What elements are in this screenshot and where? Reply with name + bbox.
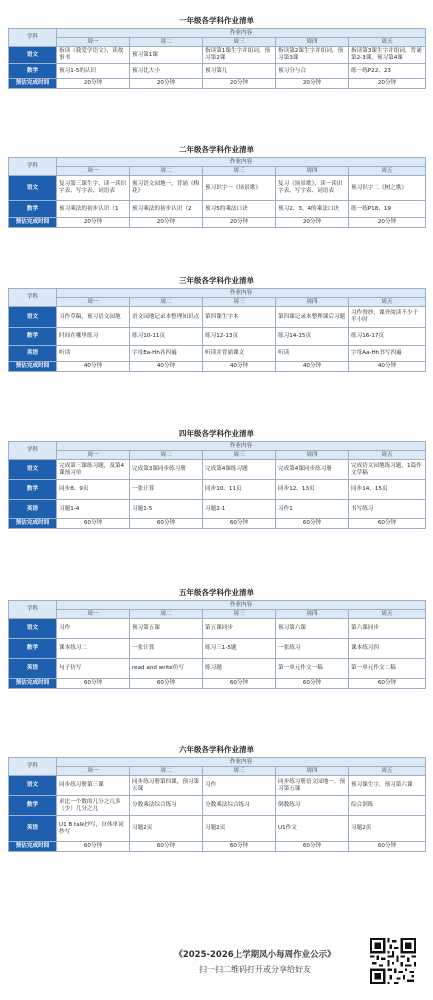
subject-cell: 数学 bbox=[9, 639, 57, 659]
day-header: 周一 bbox=[57, 451, 130, 460]
assignment-cell: 分数乘法综合练习 bbox=[130, 796, 203, 816]
day-header: 周一 bbox=[57, 610, 130, 619]
assignment-cell: 预习比大小 bbox=[130, 64, 203, 79]
assignment-cell: 练一练P22、23 bbox=[349, 64, 426, 79]
time-cell: 60分钟 bbox=[276, 519, 349, 529]
time-cell: 20分钟 bbox=[203, 218, 276, 228]
time-cell: 60分钟 bbox=[276, 679, 349, 689]
day-header-row bbox=[9, 767, 426, 776]
sheet-title: 二年级各学科作业清单 bbox=[179, 145, 254, 154]
subject-header: 学科 bbox=[9, 29, 57, 47]
subject-header: 学科 bbox=[9, 289, 57, 307]
time-cell: 20分钟 bbox=[203, 79, 276, 89]
assignment-cell: 第五课同步 bbox=[203, 619, 276, 639]
assignment-cell: 预习2、3、4的乘法口诀 bbox=[276, 201, 349, 218]
homework-table bbox=[8, 288, 426, 372]
table-row bbox=[9, 796, 426, 816]
subject-cell: 数学 bbox=[9, 480, 57, 500]
footer-subtitle: 扫一扫二维码打开或分享给好友 bbox=[199, 965, 311, 974]
assignment-cell: 预习课生字，预习第六课 bbox=[349, 776, 426, 796]
assignment-cell: U1作文 bbox=[276, 816, 349, 842]
time-label-cell: 预估完成时间 bbox=[9, 519, 57, 529]
assignment-cell: 习题1-5 bbox=[130, 500, 203, 519]
assignment-cell: 预习第1课 bbox=[130, 47, 203, 64]
day-header-row bbox=[9, 167, 426, 176]
assignment-cell: 预习语文园地一，背诵《梅花》 bbox=[130, 176, 203, 201]
time-cell: 60分钟 bbox=[203, 519, 276, 529]
day-header: 周四 bbox=[276, 38, 349, 47]
qr-code-icon[interactable] bbox=[370, 938, 416, 984]
homework-table bbox=[8, 28, 426, 89]
header-row bbox=[9, 442, 426, 451]
time-cell: 20分钟 bbox=[57, 79, 130, 89]
header-row bbox=[9, 29, 426, 38]
assignment-cell: 句子仿写 bbox=[57, 659, 130, 679]
assignment-cell: 综合训练 bbox=[349, 796, 426, 816]
assignment-cell: 习题2页 bbox=[130, 816, 203, 842]
assignment-cell: 指读第3课生字并组词，背诵第2-3课，预习第4课 bbox=[349, 47, 426, 64]
header-row bbox=[9, 158, 426, 167]
subject-cell: 数学 bbox=[9, 796, 57, 816]
time-cell: 20分钟 bbox=[349, 218, 426, 228]
assignment-cell: 同步8、9页 bbox=[57, 480, 130, 500]
time-cell: 60分钟 bbox=[57, 519, 130, 529]
day-header: 周二 bbox=[130, 298, 203, 307]
day-header: 周三 bbox=[203, 767, 276, 776]
day-header: 周二 bbox=[130, 38, 203, 47]
table-row bbox=[9, 776, 426, 796]
subject-cell: 数学 bbox=[9, 64, 57, 79]
table-row bbox=[9, 480, 426, 500]
day-header: 周四 bbox=[276, 610, 349, 619]
time-cell: 40分钟 bbox=[57, 362, 130, 372]
time-cell: 60分钟 bbox=[130, 842, 203, 852]
assignment-cell: 指读第2课生字并组词，预习第3课 bbox=[276, 47, 349, 64]
day-header: 周五 bbox=[349, 451, 426, 460]
time-cell: 60分钟 bbox=[130, 679, 203, 689]
assignment-cell: 分数乘法综合练习 bbox=[203, 796, 276, 816]
time-cell: 60分钟 bbox=[349, 842, 426, 852]
assignment-cell: 预习第几 bbox=[203, 64, 276, 79]
day-header: 周三 bbox=[203, 451, 276, 460]
time-cell: 60分钟 bbox=[130, 519, 203, 529]
assignment-cell: 书写练习 bbox=[349, 500, 426, 519]
assignment-cell: 课本练习二 bbox=[57, 639, 130, 659]
time-cell: 60分钟 bbox=[203, 679, 276, 689]
assignment-cell: 一张计算 bbox=[130, 480, 203, 500]
homework-table bbox=[8, 441, 426, 529]
day-header-row bbox=[9, 451, 426, 460]
subject-header: 学科 bbox=[9, 442, 57, 460]
homework-table bbox=[8, 157, 426, 228]
assignment-cell: 同步14、15页 bbox=[349, 480, 426, 500]
assignment-cell: 练一练P18、19 bbox=[349, 201, 426, 218]
sheet-title: 四年级各学科作业清单 bbox=[179, 429, 254, 438]
time-row bbox=[9, 362, 426, 372]
assignment-cell: 同步10、11页 bbox=[203, 480, 276, 500]
assignment-cell: 完成第4课练习题 bbox=[203, 460, 276, 480]
time-cell: 60分钟 bbox=[349, 519, 426, 529]
assignment-cell: 听读 bbox=[276, 346, 349, 362]
table-row bbox=[9, 460, 426, 480]
header-row bbox=[9, 758, 426, 767]
header-row bbox=[9, 289, 426, 298]
day-header-row bbox=[9, 298, 426, 307]
subject-cell: 语文 bbox=[9, 47, 57, 64]
time-label-cell: 预估完成时间 bbox=[9, 679, 57, 689]
time-cell: 20分钟 bbox=[130, 79, 203, 89]
time-row bbox=[9, 218, 426, 228]
day-header: 周四 bbox=[276, 167, 349, 176]
day-header: 周一 bbox=[57, 167, 130, 176]
time-cell: 20分钟 bbox=[276, 79, 349, 89]
assignment-cell: 一张计算 bbox=[130, 639, 203, 659]
assignment-cell: 习作 bbox=[203, 776, 276, 796]
assignment-cell: 同步练习册第四课，预习第五课 bbox=[130, 776, 203, 796]
assignment-cell: 练习10-11页 bbox=[130, 328, 203, 346]
assignment-cell: 第一单元作文一稿 bbox=[276, 659, 349, 679]
assignment-cell: 预习乘法的初步认识（1 bbox=[57, 201, 130, 218]
assignment-cell: 习作草稿，预习语文园地 bbox=[57, 307, 130, 328]
subject-cell: 语文 bbox=[9, 307, 57, 328]
assignment-cell: 倒数练习 bbox=[276, 796, 349, 816]
assignment-cell: 同步12、13页 bbox=[276, 480, 349, 500]
assignment-cell: 完成语文园地练习题，1篇作文草稿 bbox=[349, 460, 426, 480]
assignment-cell: 习作1 bbox=[276, 500, 349, 519]
subject-cell: 英语 bbox=[9, 346, 57, 362]
day-header: 周三 bbox=[203, 298, 276, 307]
assignment-cell: 习题2页 bbox=[203, 816, 276, 842]
table-row bbox=[9, 500, 426, 519]
day-header: 周二 bbox=[130, 451, 203, 460]
time-row bbox=[9, 842, 426, 852]
homework-table bbox=[8, 600, 426, 689]
subject-cell: 英语 bbox=[9, 500, 57, 519]
subject-cell: 语文 bbox=[9, 776, 57, 796]
day-header: 周二 bbox=[130, 610, 203, 619]
subject-cell: 数学 bbox=[9, 328, 57, 346]
content-header: 作业内容 bbox=[57, 601, 426, 610]
day-header: 周一 bbox=[57, 38, 130, 47]
content-header: 作业内容 bbox=[57, 758, 426, 767]
assignment-cell: 时间在哪里练习 bbox=[57, 328, 130, 346]
day-header: 周二 bbox=[130, 167, 203, 176]
header-row bbox=[9, 601, 426, 610]
day-header: 周三 bbox=[203, 610, 276, 619]
assignment-cell: 第一单元作文二稿 bbox=[349, 659, 426, 679]
time-row bbox=[9, 679, 426, 689]
time-label-cell: 预估完成时间 bbox=[9, 79, 57, 89]
assignment-cell: 预习分与合 bbox=[276, 64, 349, 79]
subject-cell: 语文 bbox=[9, 176, 57, 201]
table-row bbox=[9, 47, 426, 64]
time-label-cell: 预估完成时间 bbox=[9, 362, 57, 372]
assignment-cell: 指读《我爱学语文》，读故事书 bbox=[57, 47, 130, 64]
assignment-cell: 指读第1课生字并组词，预习第2课 bbox=[203, 47, 276, 64]
assignment-cell: 字母Aa-Hh书写四遍 bbox=[349, 346, 426, 362]
day-header: 周五 bbox=[349, 298, 426, 307]
assignment-cell: read and write仿写 bbox=[130, 659, 203, 679]
day-header: 周四 bbox=[276, 767, 349, 776]
time-cell: 40分钟 bbox=[203, 362, 276, 372]
assignment-cell: 复习《场景歌》，读一读识字表、写字表、词语表 bbox=[276, 176, 349, 201]
assignment-cell: 同步练习册语文园地一，预习第五课 bbox=[276, 776, 349, 796]
assignment-cell: 第四课记录本整理课后习题 bbox=[276, 307, 349, 328]
time-cell: 60分钟 bbox=[57, 842, 130, 852]
subject-header: 学科 bbox=[9, 758, 57, 776]
assignment-cell: 完成第3课同步练习册 bbox=[130, 460, 203, 480]
assignment-cell: 习作 bbox=[57, 619, 130, 639]
assignment-cell: 听读 bbox=[57, 346, 130, 362]
day-header: 周三 bbox=[203, 167, 276, 176]
day-header: 周四 bbox=[276, 298, 349, 307]
assignment-cell: 预习第五课 bbox=[130, 619, 203, 639]
sheet-title: 五年级各学科作业清单 bbox=[179, 588, 254, 597]
subject-cell: 数学 bbox=[9, 201, 57, 218]
assignment-cell: 练习12-13页 bbox=[203, 328, 276, 346]
day-header: 周五 bbox=[349, 167, 426, 176]
content-header: 作业内容 bbox=[57, 158, 426, 167]
content-header: 作业内容 bbox=[57, 289, 426, 298]
time-cell: 60分钟 bbox=[349, 679, 426, 689]
time-label-cell: 预估完成时间 bbox=[9, 842, 57, 852]
subject-header: 学科 bbox=[9, 158, 57, 176]
assignment-cell: 预习1-5的认识 bbox=[57, 64, 130, 79]
assignment-cell: U1 B talk抄写，自体单词抄写 bbox=[57, 816, 130, 842]
assignment-cell: 习作誊抄，课外阅读不少于半小时 bbox=[349, 307, 426, 328]
time-cell: 40分钟 bbox=[130, 362, 203, 372]
sheet-title: 三年级各学科作业清单 bbox=[179, 276, 254, 285]
assignment-cell: 习题1-4 bbox=[57, 500, 130, 519]
assignment-cell: 课本练习四 bbox=[349, 639, 426, 659]
time-cell: 20分钟 bbox=[130, 218, 203, 228]
assignment-cell: 字母Ea-Hh各四遍 bbox=[130, 346, 203, 362]
content-header: 作业内容 bbox=[57, 29, 426, 38]
assignment-cell: 预习识字二《树之歌》 bbox=[349, 176, 426, 201]
subject-cell: 英语 bbox=[9, 816, 57, 842]
table-row bbox=[9, 639, 426, 659]
sheet-title: 六年级各学科作业清单 bbox=[179, 745, 254, 754]
footer-title: 《2025-2026上学期凤小每周作业公示》 bbox=[174, 950, 336, 960]
assignment-cell: 预习5的乘法口诀 bbox=[203, 201, 276, 218]
homework-table bbox=[8, 757, 426, 852]
sheet-title: 一年级各学科作业清单 bbox=[179, 16, 254, 25]
assignment-cell: 习题2-1 bbox=[203, 500, 276, 519]
assignment-cell: 预习乘法的初步认识（2 bbox=[130, 201, 203, 218]
table-row bbox=[9, 201, 426, 218]
assignment-cell: 练习16-17页 bbox=[349, 328, 426, 346]
table-row bbox=[9, 346, 426, 362]
time-cell: 20分钟 bbox=[276, 218, 349, 228]
table-row bbox=[9, 619, 426, 639]
time-cell: 60分钟 bbox=[57, 679, 130, 689]
day-header: 周五 bbox=[349, 38, 426, 47]
day-header-row bbox=[9, 38, 426, 47]
assignment-cell: 习题2页 bbox=[349, 816, 426, 842]
time-label-cell: 预估完成时间 bbox=[9, 218, 57, 228]
assignment-cell: 同步练习册第三课 bbox=[57, 776, 130, 796]
assignment-cell: 练习三1-5题 bbox=[203, 639, 276, 659]
time-cell: 40分钟 bbox=[349, 362, 426, 372]
day-header: 周五 bbox=[349, 610, 426, 619]
time-row bbox=[9, 519, 426, 529]
subject-header: 学科 bbox=[9, 601, 57, 619]
subject-cell: 语文 bbox=[9, 619, 57, 639]
assignment-cell: 第六课同步 bbox=[349, 619, 426, 639]
subject-cell: 语文 bbox=[9, 460, 57, 480]
day-header-row bbox=[9, 610, 426, 619]
assignment-cell: 预习第六课 bbox=[276, 619, 349, 639]
assignment-cell: 第四课生字本 bbox=[203, 307, 276, 328]
day-header: 周二 bbox=[130, 767, 203, 776]
assignment-cell: 完成第三课练习题，及第4课预习单 bbox=[57, 460, 130, 480]
day-header: 周五 bbox=[349, 767, 426, 776]
table-row bbox=[9, 659, 426, 679]
day-header: 周一 bbox=[57, 298, 130, 307]
time-cell: 20分钟 bbox=[57, 218, 130, 228]
assignment-cell: 练习14-15页 bbox=[276, 328, 349, 346]
subject-cell: 英语 bbox=[9, 659, 57, 679]
time-cell: 40分钟 bbox=[276, 362, 349, 372]
assignment-cell: 完成第4课同步练习册 bbox=[276, 460, 349, 480]
assignment-cell: 练习题 bbox=[203, 659, 276, 679]
time-cell: 60分钟 bbox=[276, 842, 349, 852]
assignment-cell: 一张练习 bbox=[276, 639, 349, 659]
day-header: 周四 bbox=[276, 451, 349, 460]
time-row bbox=[9, 79, 426, 89]
assignment-cell: 语文园地记录本整理知识点 bbox=[130, 307, 203, 328]
assignment-cell: 预习识字一《场景歌》 bbox=[203, 176, 276, 201]
content-header: 作业内容 bbox=[57, 442, 426, 451]
day-header: 周一 bbox=[57, 767, 130, 776]
assignment-cell: 复习第三课生字，读一读识字表、写字表、词语表 bbox=[57, 176, 130, 201]
table-row bbox=[9, 328, 426, 346]
table-row bbox=[9, 816, 426, 842]
time-cell: 20分钟 bbox=[349, 79, 426, 89]
table-row bbox=[9, 176, 426, 201]
assignment-cell: 求比一个数的几分之几多（少）几分之几 bbox=[57, 796, 130, 816]
day-header: 周三 bbox=[203, 38, 276, 47]
assignment-cell: 听读并背诵课文 bbox=[203, 346, 276, 362]
table-row bbox=[9, 307, 426, 328]
time-cell: 60分钟 bbox=[203, 842, 276, 852]
table-row bbox=[9, 64, 426, 79]
